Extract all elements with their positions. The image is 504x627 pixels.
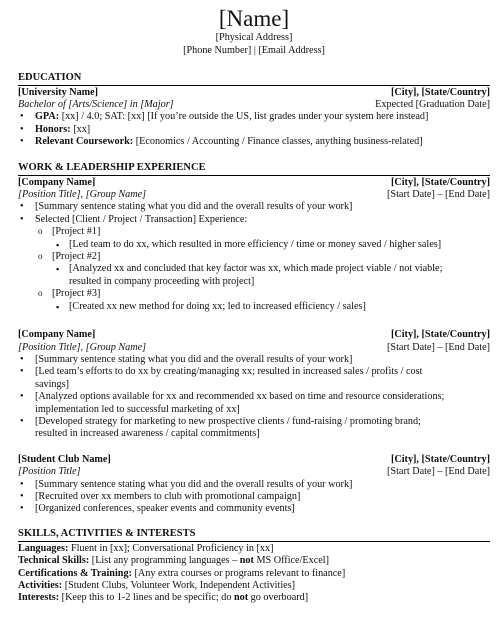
entry-subheader-row: [18, 466, 490, 478]
certifications-value: [Any extra courses or programs relevant to finance]: [131, 567, 346, 579]
technical-label: Technical Skills:: [18, 555, 90, 567]
languages-label: Languages:: [18, 542, 69, 554]
contact-line: [Phone Number] | [Email Address]: [183, 44, 325, 56]
list-item: [18, 391, 490, 416]
entry-subheader-row: [18, 342, 490, 354]
project-label: o [Project #3]: [18, 288, 490, 300]
list-item: [18, 416, 490, 441]
list-item: [18, 111, 490, 123]
entry-bullets: [18, 354, 490, 441]
skills-title: SKILLS, ACTIVITIES & INTERESTS: [18, 528, 490, 542]
list-item: • [Summary sentence stating what you did and the overall results of your work]: [18, 479, 490, 491]
date-range: [Start Date] – [End Date]: [387, 189, 490, 201]
candidate-name: [Name]: [218, 6, 290, 31]
physical-address: [Physical Address]: [215, 32, 293, 43]
university-row: [18, 87, 490, 99]
interests-emphasis: not: [233, 592, 249, 604]
list-item: [18, 366, 490, 391]
project-detail: ▪ [Led team to do xx, which resulted in more efficiency / time or money saved / higher sales]: [18, 239, 490, 251]
date-range: [Start Date] – [End Date]: [387, 341, 490, 353]
entry-header-row: [18, 177, 490, 189]
degree-row: [18, 99, 490, 111]
technical-emphasis: not: [239, 555, 254, 567]
project-detail: [18, 263, 490, 288]
entry-bullets: [18, 201, 490, 313]
experience-entry: [18, 329, 490, 441]
coursework-label: Relevant Coursework:: [35, 136, 134, 148]
date-range: [Start Date] – [End Date]: [387, 466, 490, 478]
gpa-label: GPA:: [35, 111, 60, 123]
interests-value: [Keep this to 1-2 lines and be specific; do: [59, 592, 234, 604]
project-detail: ▪ [Created xx new method for doing xx; led to increased efficiency / sales]: [18, 301, 490, 313]
list-item: [18, 136, 490, 148]
list-item: [18, 124, 490, 136]
honors-value: [xx]: [70, 123, 91, 135]
activities-line: [18, 580, 490, 592]
technical-value: [List any programming languages –: [89, 555, 240, 567]
education-title: EDUCATION: [18, 72, 490, 86]
graduation-date: Expected [Graduation Date]: [375, 99, 490, 110]
list-item: • [Organized conferences, speaker events and community events]: [18, 503, 490, 515]
interests-tail: go overboard]: [248, 592, 309, 604]
list-item: • [Summary sentence stating what you did and the overall results of your work]: [18, 201, 490, 213]
club-name: [Student Club Name]: [18, 453, 111, 465]
position-title: [Position Title], [Group Name]: [18, 341, 147, 353]
certifications-label: Certifications & Training:: [18, 567, 132, 579]
experience-section: [18, 162, 490, 516]
education-bullets: [18, 111, 490, 148]
experience-entry: [18, 454, 490, 516]
bullet-line: resulted in increased awareness / capital commitments]: [35, 428, 260, 440]
list-item: • [Summary sentence stating what you did and the overall results of your work]: [18, 354, 490, 366]
technical-tail: MS Office/Excel]: [253, 555, 329, 567]
languages-value: Fluent in [xx]; Conversational Proficiency in [xx]: [68, 542, 274, 554]
languages-line: [18, 543, 490, 555]
activities-label: Activities:: [18, 580, 63, 591]
resume-header: [18, 6, 490, 58]
position-title: [Position Title], [Group Name]: [18, 189, 147, 201]
bullet-line: [Analyzed options available for xx and recommended xx based on time and resource considerations;: [35, 391, 445, 403]
position-title: [Position Title]: [18, 466, 81, 478]
project-detail-line: resulted in company proceeding with project]: [69, 275, 255, 287]
interests-label: Interests:: [18, 592, 60, 604]
gpa-value: [xx] / 4.0; SAT: [xx] [If you’re outside the US, list grades under your system here instead]: [59, 111, 429, 123]
bullet-line: [Developed strategy for marketing to new prospective clients / fund-raising / promoting brand;: [35, 415, 421, 427]
club-location: [City], [State/Country]: [390, 453, 490, 465]
entry-bullets: [18, 479, 490, 516]
project-label: o [Project #2]: [18, 251, 490, 263]
project-detail-line: [Analyzed xx and concluded that key factor was xx, which made project viable / not viable;: [69, 263, 443, 275]
activities-value: [Student Clubs, Volunteer Work, Independent Activities]: [62, 580, 296, 591]
company-location: [City], [State/Country]: [390, 329, 490, 341]
interests-line: [18, 592, 490, 604]
honors-label: Honors:: [35, 123, 71, 135]
bullet-line: [Led team’s efforts to do xx by creating/managing xx; resulted in increased sales / profits / cost: [35, 366, 423, 378]
education-section: [18, 72, 490, 149]
list-item: • [Recruited over xx members to club with promotional campaign]: [18, 491, 490, 503]
skills-section: [18, 528, 490, 605]
experience-entry: [18, 177, 490, 313]
company-name: [Company Name]: [18, 329, 96, 341]
entry-header-row: [18, 329, 490, 341]
certifications-line: [18, 568, 490, 580]
entry-header-row: [18, 454, 490, 466]
company-name: [Company Name]: [18, 176, 96, 188]
university-name: [University Name]: [18, 86, 99, 98]
experience-title: WORK & LEADERSHIP EXPERIENCE: [18, 162, 490, 176]
degree: Bachelor of [Arts/Science] in [Major]: [18, 99, 174, 110]
coursework-value: [Economics / Accounting / Finance classes, anything business-related]: [133, 136, 423, 148]
bullet-line: savings]: [35, 378, 69, 390]
company-location: [City], [State/Country]: [390, 176, 490, 188]
list-item: • Selected [Client / Project / Transaction] Experience:: [18, 214, 490, 226]
university-location: [City], [State/Country]: [390, 86, 490, 98]
bullet-line: implementation led to successful marketing of xx]: [35, 403, 240, 415]
entry-subheader-row: [18, 189, 490, 201]
project-label: o [Project #1]: [18, 226, 490, 238]
technical-skills-line: [18, 555, 490, 567]
